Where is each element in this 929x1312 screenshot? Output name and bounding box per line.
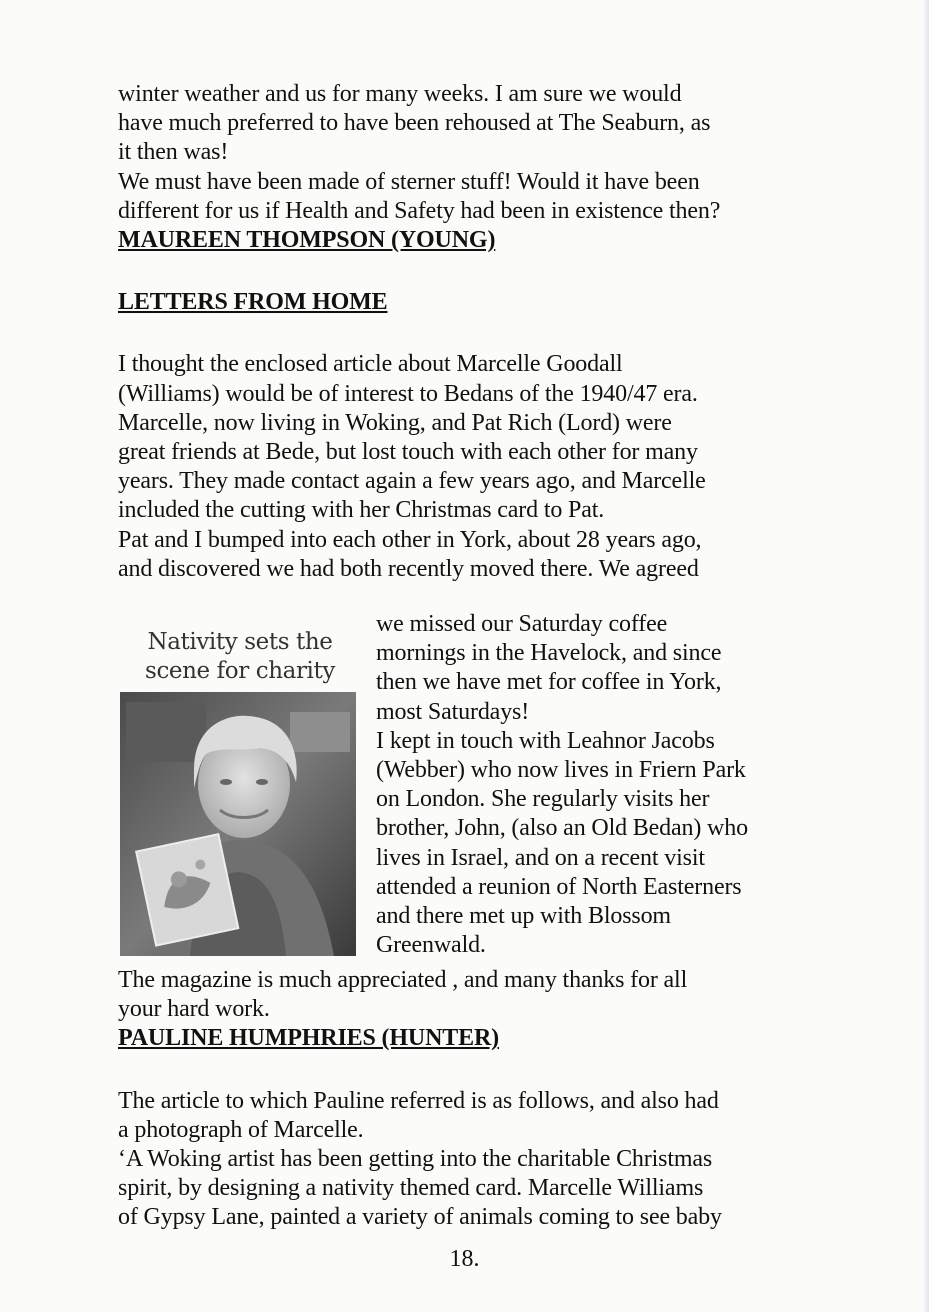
text-line: your hard work.	[118, 996, 270, 1023]
text-line: The magazine is much appreciated , and many thanks for all	[118, 967, 688, 993]
cutting-headline	[124, 628, 356, 686]
text-line: great friends at Bede, but lost touch with each other for many	[118, 439, 698, 466]
headline-line: scene for charity	[145, 658, 335, 684]
signature-pauline-humphries: PAULINE HUMPHRIES (HUNTER)	[118, 1025, 500, 1052]
headline-line: Nativity sets the	[147, 629, 333, 655]
text-line: on London. She regularly visits her	[376, 786, 710, 813]
text-line: We must have been made of sterner stuff! Would it have been	[118, 168, 700, 195]
article-text-bottom	[118, 966, 838, 1233]
text-line: ‘A Woking artist has been getting into the charitable Christmas	[118, 1146, 713, 1173]
photo-illustration	[120, 692, 356, 956]
text-line: included the cutting with her Christmas card to Pat.	[118, 497, 605, 524]
section-title: LETTERS FROM HOME	[118, 289, 388, 316]
text-line: spirit, by designing a nativity themed card. Marcelle Williams	[118, 1175, 704, 1202]
photo-of-marcelle	[120, 692, 356, 956]
text-line: winter weather and us for many weeks. I am sure we would	[118, 81, 682, 107]
article-text-top	[118, 80, 838, 584]
text-line: of Gypsy Lane, painted a variety of animals coming to see baby	[118, 1204, 722, 1231]
scan-edge	[923, 0, 929, 1312]
text-line: The article to which Pauline referred is as follows, and also had	[118, 1087, 719, 1114]
text-line: brother, John, (also an Old Bedan) who	[376, 815, 748, 842]
text-line: years. They made contact again a few years ago, and Marcelle	[118, 468, 706, 495]
text-line: Greenwald.	[376, 932, 486, 959]
text-line: lives in Israel, and on a recent visit	[376, 844, 705, 871]
text-line: Marcelle, now living in Woking, and Pat Rich (Lord) were	[118, 409, 672, 436]
text-line: I kept in touch with Leahnor Jacobs	[376, 727, 715, 754]
text-line: different for us if Health and Safety had been in existence then?	[118, 197, 721, 224]
text-line: attended a reunion of North Easterners	[376, 873, 742, 900]
text-line: I thought the enclosed article about Marcelle Goodall	[118, 351, 623, 378]
newspaper-cutting	[118, 626, 358, 958]
article-text-wrapped	[376, 610, 836, 960]
text-line: mornings in the Havelock, and since	[376, 640, 722, 667]
text-line: (Webber) who now lives in Friern Park	[376, 757, 746, 784]
text-line: have much preferred to have been rehoused at The Seaburn, as	[118, 110, 711, 137]
signature-maureen-thompson: MAUREEN THOMPSON (YOUNG)	[118, 227, 496, 254]
text-line: then we have met for coffee in York,	[376, 669, 722, 696]
text-line: most Saturdays!	[376, 698, 530, 725]
text-line: Pat and I bumped into each other in York, about 28 years ago,	[118, 526, 702, 553]
text-line: it then was!	[118, 139, 229, 166]
text-line: and there met up with Blossom	[376, 903, 671, 930]
text-line: a photograph of Marcelle.	[118, 1116, 364, 1143]
text-line: (Williams) would be of interest to Bedans of the 1940/47 era.	[118, 380, 698, 407]
text-line: and discovered we had both recently moved there. We agreed	[118, 555, 699, 582]
text-line: we missed our Saturday coffee	[376, 611, 668, 637]
page-number: 18.	[449, 1246, 480, 1272]
